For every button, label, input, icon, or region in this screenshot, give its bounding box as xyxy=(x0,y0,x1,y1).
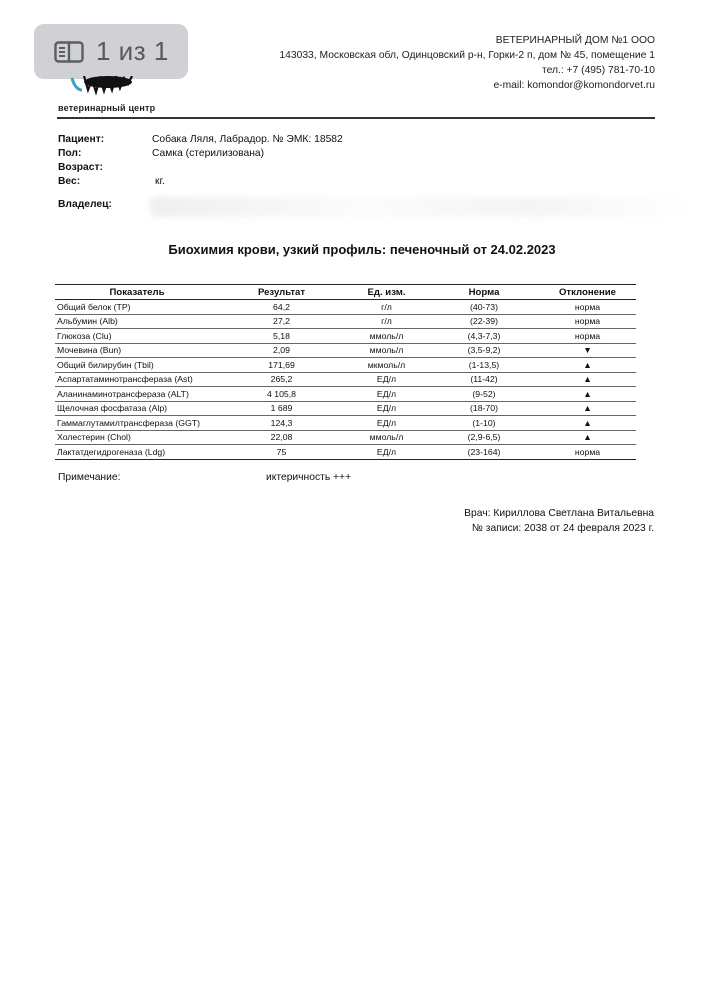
table-row xyxy=(55,416,636,431)
cell-indicator: Лактатдегидрогеназа (Ldg) xyxy=(55,445,219,460)
cell-deviation: ▲ xyxy=(539,387,636,402)
cell-indicator: Холестерин (Chol) xyxy=(55,430,219,445)
cell-result: 265,2 xyxy=(219,372,344,387)
table-row xyxy=(55,387,636,402)
cell-indicator: Щелочная фосфатаза (Alp) xyxy=(55,401,219,416)
cell-unit: ммоль/л xyxy=(344,343,429,358)
cell-unit: ммоль/л xyxy=(344,329,429,344)
cell-unit: ЕД/л xyxy=(344,401,429,416)
clinic-logo xyxy=(70,76,140,96)
cell-unit: ЕД/л xyxy=(344,387,429,402)
cell-indicator: Мочевина (Bun) xyxy=(55,343,219,358)
cell-result: 27,2 xyxy=(219,314,344,329)
col-header-result: Результат xyxy=(219,285,344,300)
page-counter-overlay[interactable] xyxy=(34,24,188,79)
cell-deviation: норма xyxy=(539,445,636,460)
report-title: Биохимия крови, узкий профиль: печеночный от 24.02.2023 xyxy=(168,242,556,257)
col-header-deviation: Отклонение xyxy=(539,285,636,300)
col-header-norm: Норма xyxy=(429,285,539,300)
cell-norm: (1-10) xyxy=(429,416,539,431)
results-table xyxy=(55,284,636,460)
cell-deviation: ▲ xyxy=(539,430,636,445)
table-row xyxy=(55,343,636,358)
cell-unit: г/л xyxy=(344,300,429,315)
note-value: иктеричность +++ xyxy=(266,472,352,483)
clinic-phone: тел.: +7 (495) 781-70-10 xyxy=(541,65,655,76)
cell-indicator: Общий белок (TP) xyxy=(55,300,219,315)
age-label: Возраст: xyxy=(58,162,103,173)
cell-indicator: Аспартатаминотрансфераза (Ast) xyxy=(55,372,219,387)
page-counter-text: 1 из 1 xyxy=(96,36,169,66)
cell-indicator: Гаммаглутамилтрансфераза (GGT) xyxy=(55,416,219,431)
table-header-row xyxy=(55,285,636,300)
cell-deviation: ▲ xyxy=(539,401,636,416)
cell-norm: (18-70) xyxy=(429,401,539,416)
doctor-info xyxy=(464,506,654,536)
book-icon xyxy=(54,41,84,63)
clinic-name: ВЕТЕРИНАРНЫЙ ДОМ №1 ООО xyxy=(495,35,655,46)
cell-norm: (11-42) xyxy=(429,372,539,387)
cell-norm: (22-39) xyxy=(429,314,539,329)
cell-result: 171,69 xyxy=(219,358,344,373)
table-row xyxy=(55,445,636,460)
cell-deviation: ▲ xyxy=(539,358,636,373)
cell-indicator: Аланинаминотрансфераза (ALT) xyxy=(55,387,219,402)
sex-value: Самка (стерилизована) xyxy=(152,148,265,159)
col-header-indicator: Показатель xyxy=(55,285,219,300)
cell-norm: (9-52) xyxy=(429,387,539,402)
cell-result: 2,09 xyxy=(219,343,344,358)
cell-norm: (23-164) xyxy=(429,445,539,460)
table-row xyxy=(55,430,636,445)
cell-unit: мкмоль/л xyxy=(344,358,429,373)
table-row xyxy=(55,401,636,416)
clinic-info xyxy=(279,33,655,93)
clinic-address: 143033, Московская обл, Одинцовский р-н, Горки-2 п, дом № 45, помещение 1 xyxy=(279,50,655,61)
cell-indicator: Общий билирубин (Tbil) xyxy=(55,358,219,373)
cell-norm: (40-73) xyxy=(429,300,539,315)
cell-result: 124,3 xyxy=(219,416,344,431)
patient-label: Пациент: xyxy=(58,134,105,145)
sex-label: Пол: xyxy=(58,148,82,159)
cell-deviation: ▼ xyxy=(539,343,636,358)
cell-result: 75 xyxy=(219,445,344,460)
cell-result: 4 105,8 xyxy=(219,387,344,402)
note-label: Примечание: xyxy=(58,472,121,483)
cell-unit: ЕД/л xyxy=(344,445,429,460)
weight-value: кг. xyxy=(155,176,165,187)
cell-unit: г/л xyxy=(344,314,429,329)
table-row xyxy=(55,300,636,315)
cell-deviation: ▲ xyxy=(539,416,636,431)
record-number: № записи: 2038 от 24 февраля 2023 г. xyxy=(471,523,654,534)
header-divider xyxy=(57,117,655,119)
cell-indicator: Альбумин (Alb) xyxy=(55,314,219,329)
owner-value-redacted xyxy=(150,197,690,217)
cell-deviation: норма xyxy=(539,314,636,329)
cell-deviation: ▲ xyxy=(539,372,636,387)
owner-label: Владелец: xyxy=(58,199,112,210)
cell-norm: (2,9-6,5) xyxy=(429,430,539,445)
weight-label: Вес: xyxy=(58,176,81,187)
table-row xyxy=(55,372,636,387)
cell-result: 22,08 xyxy=(219,430,344,445)
cell-norm: (1-13,5) xyxy=(429,358,539,373)
cell-indicator: Глюкоза (Clu) xyxy=(55,329,219,344)
cell-unit: ЕД/л xyxy=(344,416,429,431)
logo-caption: ветеринарный центр xyxy=(58,103,156,113)
cell-norm: (4,3-7,3) xyxy=(429,329,539,344)
cell-result: 5,18 xyxy=(219,329,344,344)
table-row xyxy=(55,358,636,373)
patient-value: Собака Ляля, Лабрадор. № ЭМК: 18582 xyxy=(152,134,343,145)
cell-norm: (3,5-9,2) xyxy=(429,343,539,358)
table-row xyxy=(55,314,636,329)
cell-result: 64,2 xyxy=(219,300,344,315)
col-header-unit: Ед. изм. xyxy=(344,285,429,300)
cell-deviation: норма xyxy=(539,329,636,344)
table-row xyxy=(55,329,636,344)
doctor-name: Врач: Кириллова Светлана Витальевна xyxy=(464,508,654,519)
cell-unit: ммоль/л xyxy=(344,430,429,445)
clinic-email: e-mail: komondor@komondorvet.ru xyxy=(493,80,655,91)
cell-result: 1 689 xyxy=(219,401,344,416)
cell-deviation: норма xyxy=(539,300,636,315)
cell-unit: ЕД/л xyxy=(344,372,429,387)
